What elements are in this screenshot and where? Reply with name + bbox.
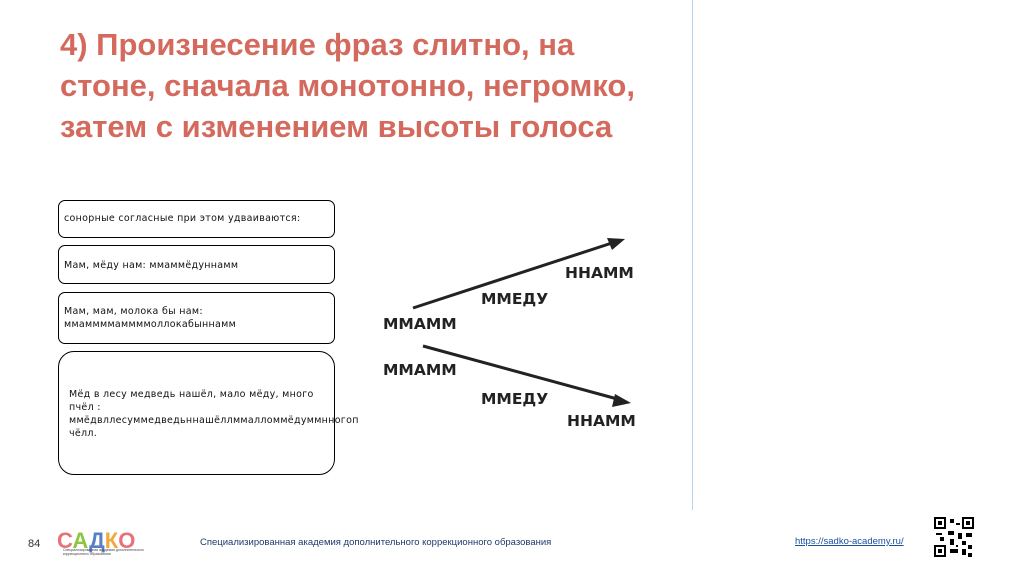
text-box-phrase-3 xyxy=(58,351,359,475)
upper-left-label: ММАММ xyxy=(383,315,457,333)
intonation-diagram xyxy=(375,228,645,440)
lower-right-label: ННАММ xyxy=(567,412,636,430)
svg-text:САДКО: САДКО xyxy=(57,528,136,553)
box-line: пчёл : xyxy=(69,402,101,413)
box-line: Мам, мам, молока бы нам: xyxy=(64,306,203,317)
qr-code-icon xyxy=(934,517,974,557)
box-line: сонорные согласные при этом удваиваются: xyxy=(64,213,301,224)
lower-mid-label: ММЕДУ xyxy=(481,390,549,408)
slide-title: 4) Произнесение фраз слитно, на стоне, сначала монотонно, негромко, затем с изменением высоты голоса xyxy=(60,27,635,144)
box-line: Мам, мёду нам: ммаммёдуннамм xyxy=(64,260,239,271)
box-line: Мёд в лесу медведь нашёл, мало мёду, много xyxy=(69,389,314,400)
page-number: 84 xyxy=(28,538,41,550)
website-link[interactable]: https://sadko-academy.ru/ xyxy=(795,536,904,547)
rising-arrowhead-icon xyxy=(607,238,625,250)
upper-right-label: ННАММ xyxy=(565,264,634,282)
organization-name: Специализированная академия дополнительного коррекционного образования xyxy=(200,537,552,548)
box-line: чёлл. xyxy=(69,428,98,439)
text-box-sonorants xyxy=(58,200,335,238)
box-line: ммаммммаммммоллокабыннамм xyxy=(64,319,237,330)
upper-mid-label: ММЕДУ xyxy=(481,290,549,308)
text-box-phrase-1 xyxy=(58,245,335,284)
falling-arrowhead-icon xyxy=(612,394,631,407)
text-box-phrase-2 xyxy=(58,292,335,344)
box-line: ммёдвллесуммедведьннашёллммалломмёдуммнногоп xyxy=(69,415,359,426)
logo-subtitle: Специализированная академия дополнительного коррекционного образования xyxy=(63,548,144,556)
lower-left-label: ММАММ xyxy=(383,361,457,379)
divider-line xyxy=(692,0,693,510)
